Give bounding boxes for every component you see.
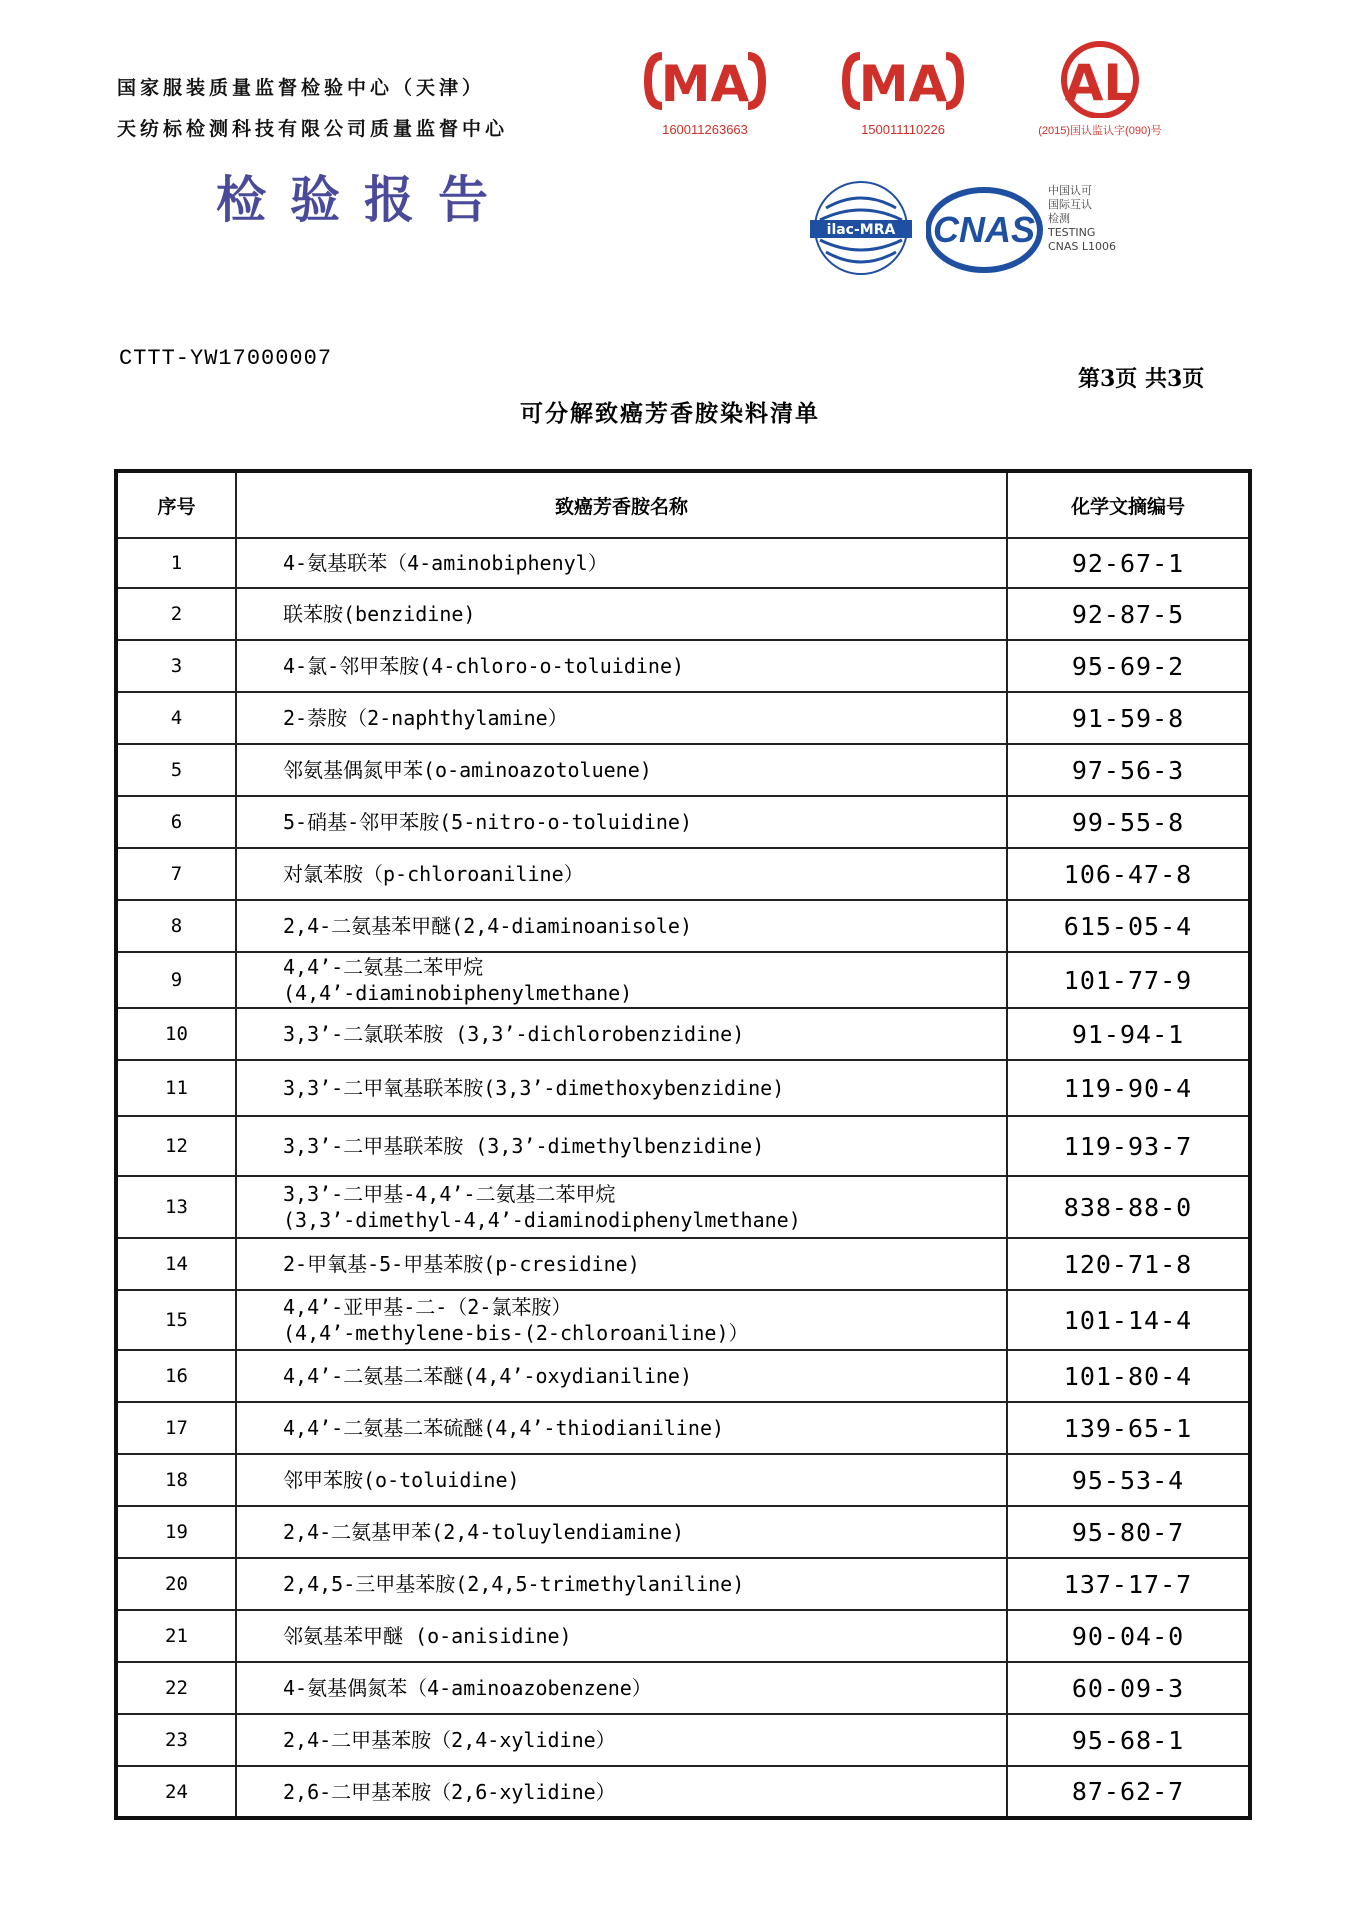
col-header-no: 序号: [116, 471, 236, 538]
amine-name-line: 4-氯-邻甲苯胺(4-chloro-o-toluidine): [283, 654, 685, 678]
row-number: 16: [116, 1350, 236, 1402]
row-number: 7: [116, 848, 236, 900]
ilac-globe-icon: [806, 178, 916, 278]
cas-number: 97-56-3: [1007, 744, 1250, 796]
cas-number: 99-55-8: [1007, 796, 1250, 848]
cas-number: 120-71-8: [1007, 1238, 1250, 1290]
cnas-side-line: 检测: [1048, 212, 1070, 225]
cas-number: 106-47-8: [1007, 848, 1250, 900]
cas-number: 615-05-4: [1007, 900, 1250, 952]
amine-name-line: 邻甲苯胺(o-toluidine): [283, 1468, 520, 1492]
amine-name: [236, 1714, 1007, 1766]
amine-name: [236, 848, 1007, 900]
table-row: [116, 1176, 1250, 1238]
amine-name: [236, 1350, 1007, 1402]
cma-logo-1: [640, 46, 770, 137]
cas-number: 95-68-1: [1007, 1714, 1250, 1766]
table-row: [116, 1766, 1250, 1818]
table-body: [116, 538, 1250, 1818]
amine-name: [236, 538, 1007, 588]
cas-number: 101-14-4: [1007, 1290, 1250, 1350]
cnas-side-line: CNAS L1006: [1048, 240, 1117, 253]
row-number: 21: [116, 1610, 236, 1662]
cnas-side-line: 中国认可: [1048, 184, 1092, 197]
amine-name: [236, 1008, 1007, 1060]
amine-name-line: 3,3’-二甲氧基联苯胺(3,3’-dimethoxybenzidine): [283, 1076, 785, 1100]
table-row: [116, 1116, 1250, 1176]
amine-name-line: 2-甲氧基-5-甲基苯胺(p-cresidine): [283, 1252, 640, 1276]
cal-number: (2015)国认监认字(090)号: [1038, 125, 1162, 137]
amine-name-line: 2,4-二氨基甲苯(2,4-toluylendiamine): [283, 1520, 685, 1544]
amine-name-line: 4,4’-二氨基二苯硫醚(4,4’-thiodianiline): [283, 1416, 725, 1440]
amine-name-line: 4,4’-亚甲基-二-（2-氯苯胺）: [283, 1295, 572, 1319]
row-number: 23: [116, 1714, 236, 1766]
cnas-logo: [926, 182, 1156, 277]
cma-number-1: 160011263663: [662, 122, 748, 137]
col-header-name: 致癌芳香胺名称: [236, 471, 1007, 538]
table-row: [116, 1060, 1250, 1116]
table-row: [116, 848, 1250, 900]
amine-name-line: 4-氨基联苯（4-aminobiphenyl）: [283, 551, 608, 575]
row-number: 14: [116, 1238, 236, 1290]
table-row: [116, 692, 1250, 744]
cal-mark-icon: [1010, 40, 1190, 118]
amine-name: [236, 692, 1007, 744]
amine-name-line: 2,4,5-三甲基苯胺(2,4,5-trimethylaniline): [283, 1572, 745, 1596]
row-number: 22: [116, 1662, 236, 1714]
cas-number: 137-17-7: [1007, 1558, 1250, 1610]
table-row: [116, 1402, 1250, 1454]
ilac-text: ilac-MRA: [826, 222, 896, 238]
cma-mark-text-1: MA: [660, 55, 750, 113]
cnas-side-text: [1048, 184, 1116, 254]
page-indicator: 第3页 共3页: [1078, 366, 1205, 392]
amine-name-line: 联苯胺(benzidine): [283, 602, 476, 626]
cas-number: 60-09-3: [1007, 1662, 1250, 1714]
amine-name-line: 4,4’-二氨基二苯甲烷: [283, 955, 484, 979]
row-number: 3: [116, 640, 236, 692]
col-header-cas: 化学文摘编号: [1007, 471, 1250, 538]
row-number: 1: [116, 538, 236, 588]
amine-name-line: 4-氨基偶氮苯（4-aminoazobenzene）: [283, 1676, 652, 1700]
cas-number: 95-69-2: [1007, 640, 1250, 692]
cas-number: 91-59-8: [1007, 692, 1250, 744]
amine-name-line: 2,4-二氨基苯甲醚(2,4-diaminoanisole): [283, 914, 692, 938]
report-title: 检验报告: [216, 170, 512, 229]
table-row: [116, 744, 1250, 796]
row-number: 12: [116, 1116, 236, 1176]
amine-name-line: 2,6-二甲基苯胺（2,6-xylidine）: [283, 1779, 616, 1804]
cma-number-2: 150011110226: [861, 122, 945, 137]
amine-name: [236, 588, 1007, 640]
amine-name-line: 4,4’-二氨基二苯醚(4,4’-oxydianiline): [283, 1364, 692, 1388]
row-number: 18: [116, 1454, 236, 1506]
amine-name: [236, 1238, 1007, 1290]
table-row: [116, 640, 1250, 692]
row-number: 20: [116, 1558, 236, 1610]
cas-number: 91-94-1: [1007, 1008, 1250, 1060]
cas-number: 87-62-7: [1007, 1766, 1250, 1818]
cal-logo: [1010, 40, 1190, 138]
amine-table: [114, 469, 1252, 1820]
amine-name-line: 3,3’-二甲基联苯胺 (3,3’-dimethylbenzidine): [283, 1134, 765, 1158]
amine-name: [236, 900, 1007, 952]
table-row: [116, 1290, 1250, 1350]
cnas-side-line: 国际互认: [1048, 198, 1092, 211]
amine-name: [236, 1290, 1007, 1350]
cnas-side-line: TESTING: [1048, 226, 1096, 239]
table-row: [116, 1350, 1250, 1402]
cas-number: 92-87-5: [1007, 588, 1250, 640]
table-row: [116, 1454, 1250, 1506]
table-row: [116, 1610, 1250, 1662]
table-row: [116, 588, 1250, 640]
row-number: 6: [116, 796, 236, 848]
table-header-row: [116, 471, 1250, 538]
row-number: 11: [116, 1060, 236, 1116]
row-number: 10: [116, 1008, 236, 1060]
amine-name: [236, 1766, 1007, 1818]
cnas-mark-icon: [926, 182, 1046, 277]
amine-name: [236, 1176, 1007, 1238]
row-number: 19: [116, 1506, 236, 1558]
cas-number: 838-88-0: [1007, 1176, 1250, 1238]
cma-mark-icon: [838, 46, 968, 116]
org-name-line2: 天纺标检测科技有限公司质量监督中心: [117, 118, 509, 140]
amine-name: [236, 796, 1007, 848]
amine-name-line: 3,3’-二甲基-4,4’-二氨基二苯甲烷: [283, 1182, 616, 1206]
amine-name-line: 对氯苯胺（p-chloroaniline）: [283, 862, 584, 886]
row-number: 24: [116, 1766, 236, 1818]
amine-name: [236, 1116, 1007, 1176]
amine-name: [236, 1402, 1007, 1454]
amine-name-line: 邻氨基苯甲醚 (o-anisidine): [283, 1624, 572, 1648]
table-row: [116, 1662, 1250, 1714]
amine-name: [236, 1558, 1007, 1610]
table-row: [116, 952, 1250, 1008]
cas-number: 119-90-4: [1007, 1060, 1250, 1116]
row-number: 2: [116, 588, 236, 640]
table-row: [116, 796, 1250, 848]
cas-number: 119-93-7: [1007, 1116, 1250, 1176]
amine-name-line: (4,4’-diaminobiphenylmethane): [283, 981, 633, 1005]
amine-name: [236, 1506, 1007, 1558]
row-number: 9: [116, 952, 236, 1008]
ilac-mra-logo: [806, 178, 916, 282]
amine-name-line: (4,4’-methylene-bis-(2-chloroaniline)）: [283, 1321, 749, 1345]
table-row: [116, 1714, 1250, 1766]
cas-number: 101-77-9: [1007, 952, 1250, 1008]
cal-mark-text: AL: [1064, 54, 1136, 112]
row-number: 8: [116, 900, 236, 952]
amine-name-line: 3,3’-二氯联苯胺 (3,3’-dichlorobenzidine): [283, 1022, 745, 1046]
amine-name-line: 邻氨基偶氮甲苯(o-aminoazotoluene): [283, 758, 652, 782]
cma-mark-text-2: MA: [858, 55, 948, 113]
row-number: 15: [116, 1290, 236, 1350]
org-name-line1: 国家服装质量监督检验中心（天津）: [117, 77, 486, 99]
row-number: 17: [116, 1402, 236, 1454]
table-row: [116, 1238, 1250, 1290]
cas-number: 90-04-0: [1007, 1610, 1250, 1662]
cas-number: 139-65-1: [1007, 1402, 1250, 1454]
table-row: [116, 1008, 1250, 1060]
amine-name-line: 2,4-二甲基苯胺（2,4-xylidine）: [283, 1728, 616, 1752]
cas-number: 95-53-4: [1007, 1454, 1250, 1506]
amine-name-line: 5-硝基-邻甲苯胺(5-nitro-o-toluidine): [283, 810, 692, 834]
list-title: 可分解致癌芳香胺染料清单: [520, 400, 820, 427]
table-row: [116, 1506, 1250, 1558]
report-number: CTTT-YW17000007: [119, 346, 333, 371]
amine-name: [236, 1610, 1007, 1662]
amine-name: [236, 1060, 1007, 1116]
cas-number: 101-80-4: [1007, 1350, 1250, 1402]
cma-mark-icon: [640, 46, 770, 116]
amine-name: [236, 1662, 1007, 1714]
amine-name: [236, 1454, 1007, 1506]
cma-logo-2: [838, 46, 968, 137]
table-row: [116, 900, 1250, 952]
row-number: 4: [116, 692, 236, 744]
amine-name: [236, 640, 1007, 692]
row-number: 13: [116, 1176, 236, 1238]
table-row: [116, 1558, 1250, 1610]
amine-name: [236, 744, 1007, 796]
cnas-text: CNAS: [932, 209, 1036, 250]
amine-name-line: (3,3’-dimethyl-4,4’-diaminodiphenylmethane): [283, 1208, 801, 1232]
cas-number: 95-80-7: [1007, 1506, 1250, 1558]
table-row: [116, 538, 1250, 588]
row-number: 5: [116, 744, 236, 796]
cas-number: 92-67-1: [1007, 538, 1250, 588]
amine-name: [236, 952, 1007, 1008]
amine-name-line: 2-萘胺（2-naphthylamine）: [283, 706, 568, 730]
